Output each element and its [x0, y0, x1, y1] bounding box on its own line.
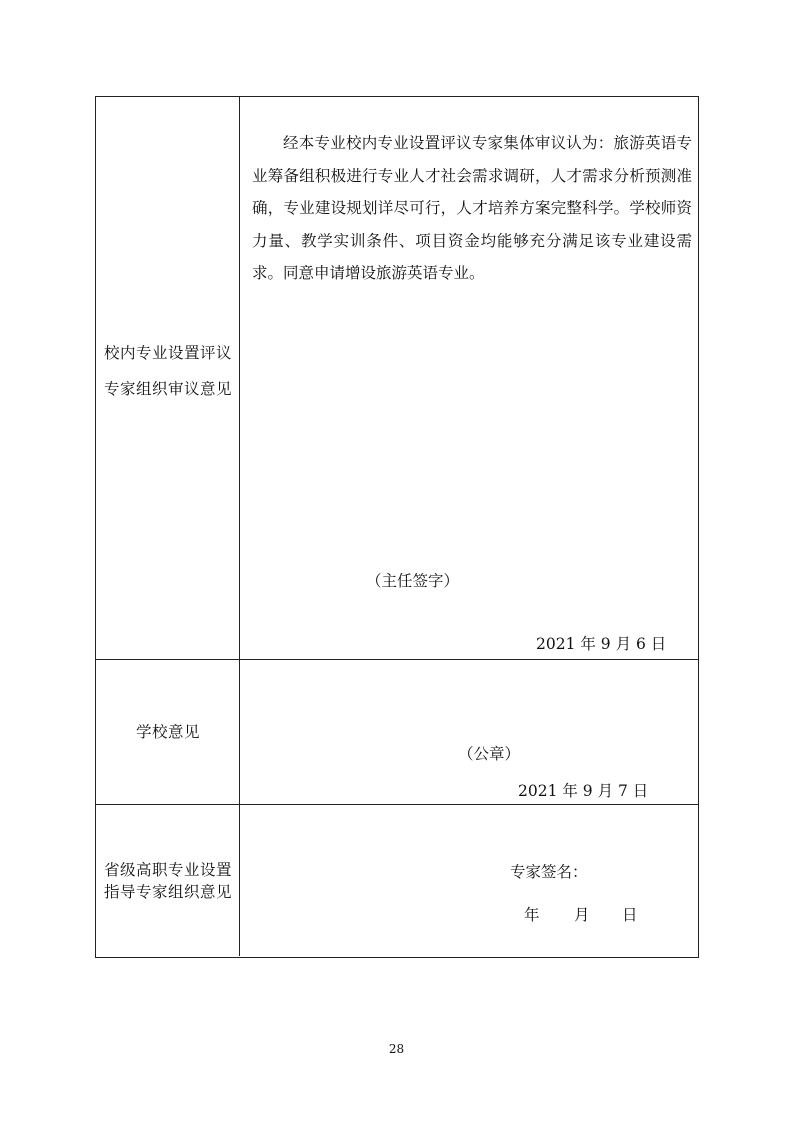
official-seal-label: （公章） [458, 745, 521, 763]
row-provincial-opinion [96, 805, 698, 956]
date-day-label: 日 [622, 906, 638, 924]
label-cell-expert-review [96, 97, 240, 659]
review-opinion-text: 经本专业校内专业设置评议专家集体审议认为：旅游英语专业筹备组积极进行专业人才社会需求调研，人才需求分析预测准确，专业建设规划详尽可行，人才培养方案完整科学。学校师资力量、教学实训条件、项目资金均能够充分满足该专业建设需求。同意申请增设旅游英语专业。 [252, 134, 692, 282]
label-line-2: 指导专家组织意见 [103, 883, 232, 901]
director-signature-label: （主任签字） [366, 572, 460, 590]
expert-signature-label: 专家签名： [510, 863, 588, 881]
label-line-1: 校内专业设置评议 [103, 344, 232, 362]
school-opinion-date: 2021 年 9 月 7 日 [518, 782, 649, 800]
review-date: 2021 年 9 月 6 日 [536, 635, 667, 653]
page-number: 28 [388, 1042, 405, 1056]
row-expert-review [96, 97, 698, 660]
date-month-label: 月 [574, 906, 590, 924]
opinion-form-table [95, 96, 699, 958]
label-cell-provincial-opinion [96, 805, 240, 956]
label-line-1: 省级高职专业设置 [103, 861, 232, 879]
label-cell-school-opinion [96, 660, 240, 804]
row-school-opinion [96, 660, 698, 805]
school-opinion-label: 学校意见 [135, 723, 200, 741]
date-year-label: 年 [524, 906, 540, 924]
content-cell-provincial-opinion [240, 805, 698, 956]
content-cell-school-opinion [240, 660, 698, 804]
content-cell-expert-review [240, 97, 698, 659]
label-line-2: 专家组织审议意见 [103, 380, 232, 398]
